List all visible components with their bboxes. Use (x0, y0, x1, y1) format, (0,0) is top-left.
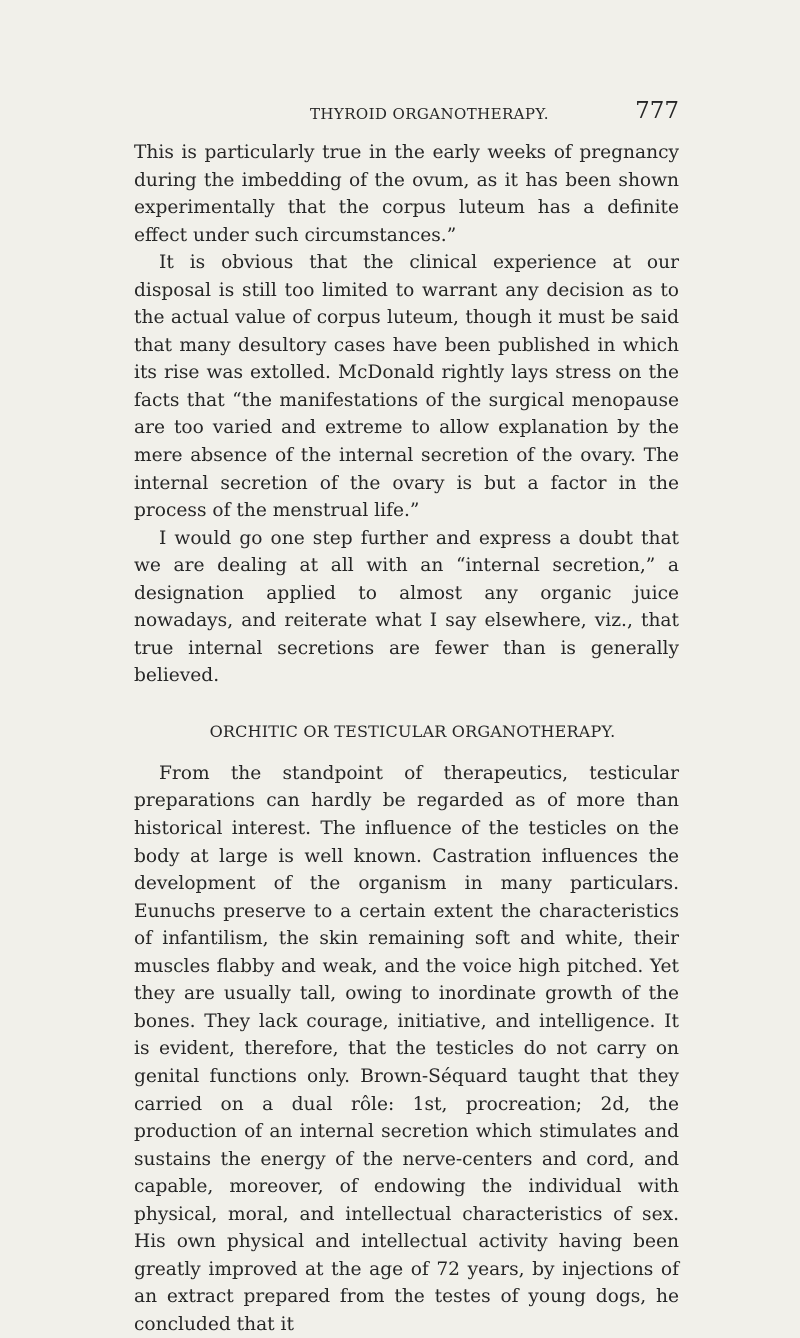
paragraph-corpus-luteum: It is obvious that the clinical experience at our disposal is still too limited to warrant any decision as to the actual value of corpus luteum, though it must be said that many desultory cases have been published in which its rise was extolled. McDonald rightly lays stress on the facts that “the manifestations of the surgical menopause are too varied and extreme to allow explanation by the mere absence of the internal secretion of the ovary. The internal secretion of the ovary is but a factor in the process of the menstrual life.” (134, 252, 679, 522)
paragraph-testicular: From the standpoint of therapeutics, testicular preparations can hardly be regarded as of more than historical interest. The influence of the testicles on the body at large is well known. Castration influences the development of the organism in many particulars. Eunuchs preserve to a certain extent the characteristics of infantilism, the skin remaining soft and white, their muscles flabby and weak, and the voice high pitched. Yet they are usually tall, owing to inordinate growth of the bones. They lack courage, initiative, and intelligence. It is evident, therefore, that the testicles do not carry on genital functions only. Brown-Séquard taught that they carried on a dual rôle: 1st, procreation; 2d, the production of an internal secretion which stimulates and sustains the energy of the nerve-centers and cord, and capable, moreover, of endowing the individual with physical, moral, and intellectual characteristics of sex. His own physical and intellectual activity having been greatly improved at the age of 72 years, by injections of an extract prepared from the testes of young dogs, he concluded that it (134, 762, 679, 1335)
running-head (134, 98, 679, 128)
section-heading: ORCHITIC OR TESTICULAR ORGANOTHERAPY. (209, 721, 616, 741)
page-number: 777 (635, 98, 679, 124)
paragraph-internal-secretion: I would go one step further and express a doubt that we are dealing at all with an “internal secretion,” a designation applied to almost any organic juice nowadays, and reiterate what I say elsewhere, viz., that true internal secretions are fewer than is generally believed. (134, 527, 679, 687)
running-title: THYROID ORGANOTHERAPY. (310, 105, 549, 123)
body-text (134, 139, 679, 1338)
paragraph-continuation: This is particularly true in the early weeks of pregnancy during the imbedding of the ovum, as it has been shown experimentally that the corpus luteum has a definite effect under such circumstances.” (134, 142, 679, 246)
